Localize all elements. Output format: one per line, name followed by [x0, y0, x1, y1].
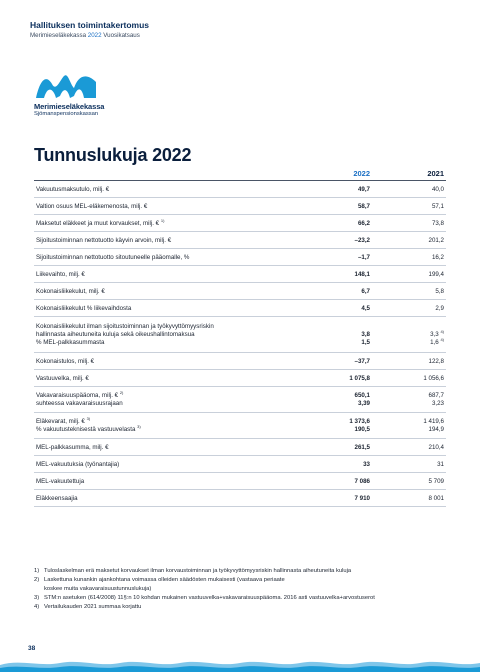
table-row: [34, 456, 446, 473]
value-2021: 73,8: [431, 220, 444, 227]
value-2022: 261,5: [354, 444, 370, 451]
document-header: [30, 20, 149, 39]
table-row: [34, 490, 446, 507]
table-row: [34, 215, 446, 232]
table-row: [34, 473, 446, 490]
value-2021: 16,2: [431, 254, 444, 261]
table-row: [34, 353, 446, 370]
value-2021: 1 419,6 194,9: [423, 418, 444, 433]
row-label: Sijoitustoiminnan nettotuotto käyvin arvoin, milj. €: [36, 237, 172, 244]
value-2021: 3,3 $^{4)}$ 1,6 $^{4)}$: [430, 328, 444, 346]
table-row: [34, 370, 446, 387]
value-2022: 6,7: [361, 288, 370, 295]
table-row: [34, 249, 446, 266]
table-row: [34, 317, 446, 353]
footnote: 3) STM:n asetuken (614/2008) 11§:n 10 kohdan mukainen vastuuvelka+vakavaraisuuspääoma. 2016 asti vastuuvelka+arvostuserot: [34, 595, 375, 601]
table-row: [34, 387, 446, 413]
row-label: MEL-palkkasumma, milj. €: [36, 444, 109, 451]
value-2021: 5 709: [428, 478, 444, 485]
row-label: Kokonaisliikekulut ilman sijoitustoiminnan ja työkyvyttömyysriskin hallinnasta aiheutuneita kuluja sekä oikeushallintomaksua % MEL-palkkasummasta: [36, 323, 214, 346]
table-row: [34, 232, 446, 249]
row-label: Valtion osuus MEL-eläkemenosta, milj. €: [36, 203, 148, 210]
page-number: 38: [28, 645, 36, 652]
value-2021: 57,1: [431, 203, 444, 210]
row-label: Vakavaraisuuspääoma, milj. € $^{2)}$ suhteessa vakavaraisuusrajaan: [36, 389, 124, 407]
value-2021: 8 001: [428, 495, 444, 502]
row-label: Kokonaistulos, milj. €: [36, 358, 95, 365]
value-2021: 1 056,6: [423, 375, 444, 382]
row-label: MEL-vakuutuksia (työnantajia): [36, 461, 120, 468]
logo-name-swedish: Sjömanspensionskassan: [34, 111, 99, 117]
table-row: [34, 181, 446, 198]
value-2022: 650,1 3,39: [354, 392, 370, 407]
row-label: Eläkevarat, milj. € $^{3)}$ % vakuutusteknisestä vastuuvelasta $^{3)}$: [36, 415, 141, 433]
value-2022: –37,7: [354, 358, 370, 365]
value-2021: 40,0: [431, 186, 444, 193]
footnote: 1) Tuloslaskelman erä maksetut korvaukset ilman korvaustoiminnan ja työkyvyttömyysriskin hallinnasta aiheutuneita kuluja: [34, 568, 352, 574]
value-2022: 7 910: [354, 495, 370, 502]
row-label: Eläkkeensaajia: [36, 495, 78, 502]
company-logo: [34, 70, 114, 117]
page-title: Tunnuslukuja 2022: [34, 145, 192, 165]
footnotes: [34, 567, 454, 612]
value-2022: 1 373,6 190,5: [349, 418, 370, 433]
value-2022: 3,8 1,5: [361, 331, 370, 346]
value-2021: 210,4: [428, 444, 444, 451]
value-2022: –23,2: [354, 237, 370, 244]
logo-name: Merimieseläkekassa: [34, 102, 105, 111]
row-label: Kokonaisliikekulut % liikevaihdosta: [36, 305, 132, 312]
footer-wave-decoration: [0, 655, 480, 672]
value-2022: 7 086: [354, 478, 370, 485]
wave-logo-icon: [34, 70, 98, 100]
table-row: [34, 266, 446, 283]
value-2022: 66,2: [357, 220, 370, 227]
value-2021: 2,9: [435, 305, 444, 312]
column-header-2022: 2022: [353, 169, 370, 178]
table-row: [34, 413, 446, 439]
value-2022: 1 075,8: [349, 375, 370, 382]
value-2022: –1,7: [357, 254, 370, 261]
value-2022: 58,7: [357, 203, 370, 210]
row-label: Maksetut eläkkeet ja muut korvaukset, milj. € $^{1)}$: [36, 217, 165, 227]
value-2022: 49,7: [357, 186, 370, 193]
value-2022: 33: [363, 461, 370, 468]
column-header-2021: 2021: [427, 169, 444, 178]
key-figures-table: [34, 167, 446, 507]
document-subtitle: Merimieseläkekassa 2022 Vuosikatsaus: [30, 32, 140, 39]
row-label: Sijoitustoiminnan nettotuotto sitoutuneelle pääomalle, %: [36, 254, 190, 261]
value-2022: 4,5: [361, 305, 370, 312]
row-label: Liikevaihto, milj. €: [36, 271, 85, 278]
footnote: 2) Laskettuna kunankin ajankohtana voimassa olleiden säädösten mukaisesti (vastaava periaate koskee muita vakavaraisuustunnuslukuja): [34, 577, 285, 592]
table-row: [34, 283, 446, 300]
table-row: [34, 439, 446, 456]
table-row: [34, 198, 446, 215]
value-2021: 687,7 3,23: [428, 392, 444, 407]
row-label: MEL-vakuutettuja: [36, 478, 85, 485]
value-2021: 201,2: [428, 237, 444, 244]
row-label: Kokonaisliikekulut, milj. €: [36, 288, 105, 295]
value-2021: 122,8: [428, 358, 444, 365]
document-title: Hallituksen toimintakertomus: [30, 20, 150, 30]
value-2021: 5,8: [435, 288, 444, 295]
row-label: Vastuuvelka, milj. €: [36, 375, 89, 382]
value-2021: 199,4: [428, 271, 444, 278]
value-2021: 31: [437, 461, 444, 468]
table-row: [34, 300, 446, 317]
row-label: Vakuutusmaksutulo, milj. €: [36, 186, 110, 193]
table-header: [34, 167, 446, 181]
value-2022: 148,1: [354, 271, 370, 278]
footnote: 4) Vertailukauden 2021 summaa korjattu: [34, 604, 142, 610]
